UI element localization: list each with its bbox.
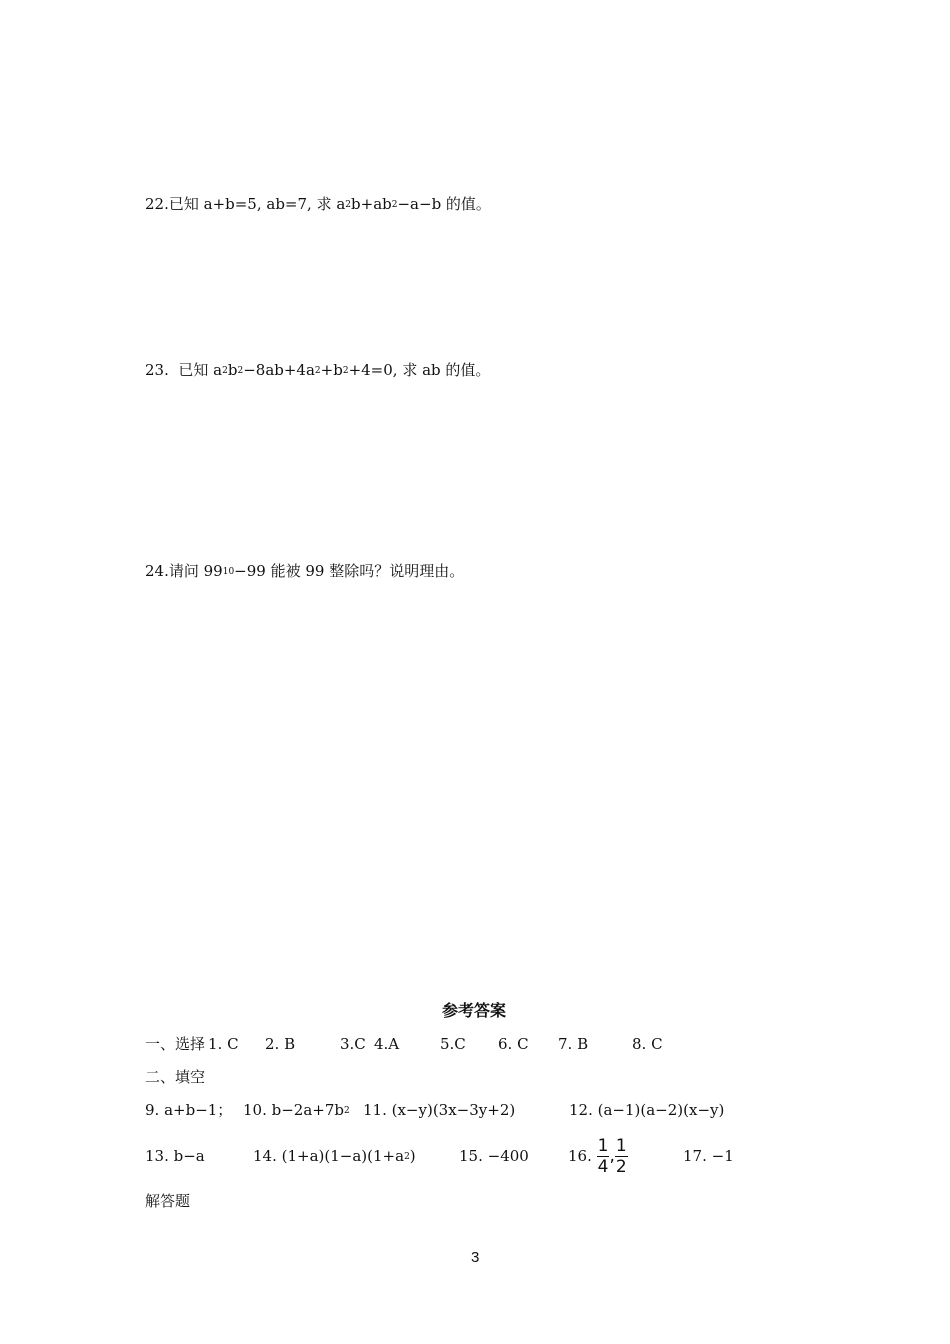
choice-item: 2. B (265, 1035, 296, 1053)
choice-item: 6. C (498, 1035, 529, 1053)
answer-16: 16. $\frac{1}{4}$ , $\frac{1}{2}$ (568, 1135, 627, 1177)
choice-item: 8. C (632, 1035, 663, 1053)
question-number: 23. (145, 361, 169, 379)
question-number: 22. (145, 195, 169, 213)
answer-12: 12. (a−1)(a−2)(x−y) (569, 1101, 725, 1119)
choice-label: 一、选择 (145, 1035, 206, 1053)
answer-11: 11. (x−y)(3x−3y+2) (363, 1101, 516, 1119)
fraction-one-half: $\frac{1}{2}$ (615, 1135, 627, 1177)
fill-answers-row-2 (145, 1135, 845, 1177)
fill-answers-row-1 (145, 1100, 845, 1120)
solve-label: 解答题 (145, 1192, 191, 1210)
page-number: 3 (471, 1249, 480, 1266)
answer-17: 17. −1 (683, 1147, 734, 1165)
question-number: 24. (145, 562, 169, 580)
choice-item: 3.C (340, 1035, 366, 1053)
question-22: 22.已知 a+b=5, ab=7, 求 $a^2b+ab^2-a-b$ 的值。 (145, 195, 491, 213)
choice-item: 1. C (208, 1035, 239, 1053)
fraction-one-quarter: $\frac{1}{4}$ (597, 1135, 609, 1177)
answer-10: 10. $b-2a+7b^2$ (243, 1101, 350, 1119)
answer-14: 14. $(1+a)(1-a)(1+a^2)$ (253, 1147, 416, 1165)
choice-item: 7. B (558, 1035, 589, 1053)
answers-title: 参考答案 (442, 1001, 507, 1020)
fill-label: 二、填空 (145, 1068, 206, 1086)
choice-item: 5.C (440, 1035, 466, 1053)
answer-13: 13. b−a (145, 1147, 205, 1165)
answer-15: 15. −400 (459, 1147, 529, 1165)
choice-item: 4.A (374, 1035, 400, 1053)
answer-9: 9. a+b−1； (145, 1101, 233, 1119)
choice-answers (145, 1034, 845, 1054)
question-23: 23. 已知 $a^2b^2-8ab+4a^2+b^2+4=0$, 求 ab 的值。 (145, 361, 491, 379)
question-24: 24.请问 $99^{10}-99$ 能被 99 整除吗？说明理由。 (145, 562, 465, 580)
